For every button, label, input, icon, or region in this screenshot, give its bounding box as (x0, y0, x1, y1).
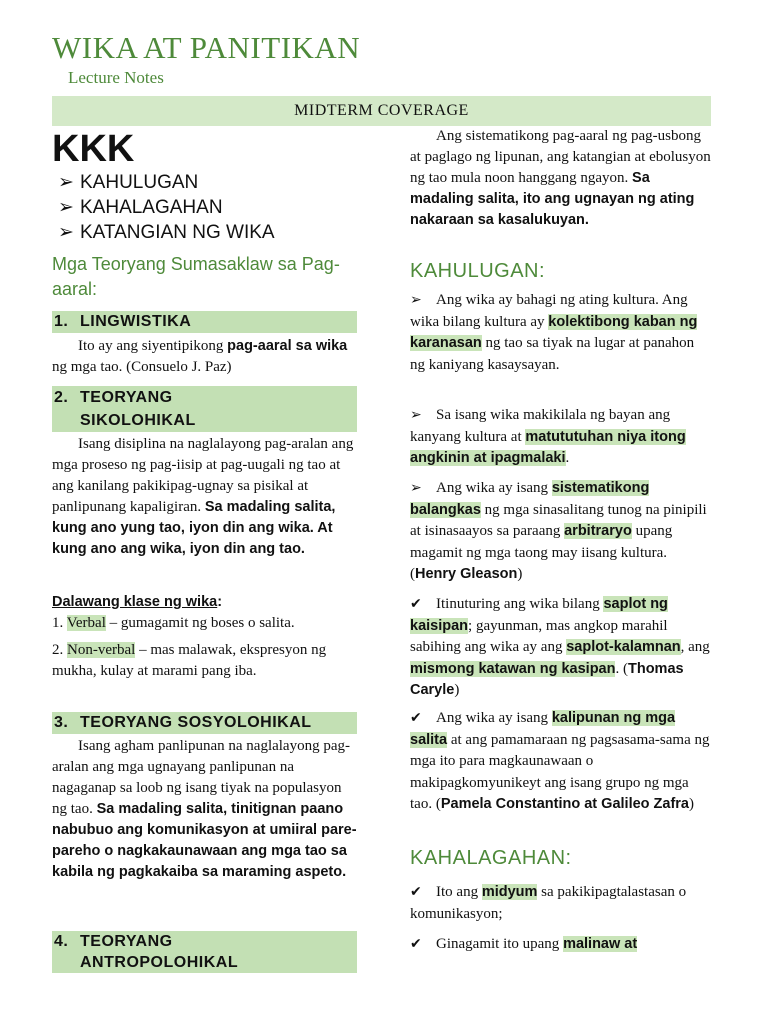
kahalagahan-heading: KAHALAGAHAN: (410, 847, 572, 869)
check-bullet-icon: ✔ (410, 596, 422, 612)
arrow-bullet-icon: ➢ (410, 407, 422, 423)
document-subtitle: Lecture Notes (68, 68, 164, 87)
arrow-bullet-icon: ➢ (58, 222, 74, 243)
kahulugan-item: ✔ Itinuturing ang wika bilang saplot ng kaisipan; gayunman, mas angkop marahil sabihing ang wika ay ang saplot-kalamnan, ang mismong katawan ng kasipan. (Thomas Caryle) (410, 596, 710, 698)
section-sosyolohikal: 3. TEORYANG SOSYOLOHIKAL (52, 712, 357, 734)
coverage-banner: MIDTERM COVERAGE (52, 96, 711, 126)
kkk-item: ➢ KAHALAGAHAN (58, 197, 223, 218)
antropolohikal-text: Ang sistematikong pag-aaral ng pag-usbong at paglago ng lipunan, ang katangian at ebolusyon ng tao mula noon hanggang ngayon. Sa madaling salita, ito ang ugnayan ng ating nakaraan sa kasalukuyan. (410, 128, 711, 228)
klase-heading: Dalawang klase ng wika (52, 594, 218, 610)
kahalagahan-item: ✔ Ito ang midyum sa pakikipagtalastasan o komunikasyon; (410, 884, 687, 922)
sosyolohikal-text: Isang agham panlipunan na naglalayong pag-aralan ang mga ugnayang panlipunan na nagaganap sa loob ng isang tiyak na populasyon ng tao. Sa madaling salita, tinitignan paano nabubuo ang komunikasyon at umiiral pare-pareho o nagkakaunawaan ang mga tao sa kabila ng pagkakaiba sa maraming aspeto. (52, 738, 357, 880)
kahulugan-item: ➢ Ang wika ay bahagi ng ating kultura. Ang wika bilang kultura ay kolektibong kaban ng karanasan ng tao sa tiyak na lugar at panahon ng kaniyang kasaysayan. (410, 292, 698, 373)
klase-item: 1. Verbal – gumagamit ng boses o salita. (52, 615, 295, 631)
lingwistika-text: Ito ay ang siyentipikong pag-aaral sa wika ng mga tao. (Consuelo J. Paz) (52, 338, 348, 375)
arrow-bullet-icon: ➢ (58, 197, 74, 218)
arrow-bullet-icon: ➢ (410, 480, 422, 496)
check-bullet-icon: ✔ (410, 884, 422, 900)
kahulugan-item: ✔ Ang wika ay isang kalipunan ng mga salita at ang pamamaraan ng pagsasama-sama ng mga ito para magkaunawaan o makipagkomyunikeyt ang isang grupo ng mga tao. (Pamela Constantino at Galileo Zafra) (410, 710, 710, 812)
kahulugan-item: ➢ Sa isang wika makikilala ng bayan ang kanyang kultura at matututuhan niya itong angkinin at ipagmalaki. (410, 407, 686, 466)
kahulugan-item: ➢ Ang wika ay isang sistematikong balangkas ng mga sinasalitang tunog na pinipili at isinasaayos sa paraang arbitraryo upang magamit ng mga taong may iisang kultura. (Henry Gleason) (410, 480, 707, 582)
check-bullet-icon: ✔ (410, 710, 422, 726)
section-antropolohikal: 4. TEORYANG ANTROPOLOHIKAL (52, 931, 357, 973)
arrow-bullet-icon: ➢ (410, 292, 422, 308)
check-bullet-icon: ✔ (410, 936, 422, 952)
section-sikolohikal: 2. TEORYANG SIKOLOHIKAL (52, 386, 357, 432)
sikolohikal-text: Isang disiplina na naglalayong pag-aralan ang mga proseso ng pag-iisip at pag-uugali ng tao at ang kanilang pakikipag-ugnay sa pisikal at panlipunang kapaligiran. Sa madaling salita, kung ano yung tao, iyon din ang wika. At kung ano ang wika, iyon din ang tao. (52, 436, 354, 557)
document-title: WIKA AT PANITIKAN (52, 30, 361, 65)
teorya-heading: Mga Teoryang Sumasaklaw sa Pag-aaral: (52, 254, 340, 299)
klase-ng-wika: Dalawang klase ng wika: 1. Verbal – gumagamit ng boses o salita. 2. Non-verbal – mas malawak, ekspresyon ng mukha, kulay at marami pang iba. (52, 592, 358, 682)
kahalagahan-item: ✔ Ginagamit ito upang malinaw at (410, 934, 712, 956)
kkk-item: ➢ KATANGIAN NG WIKA (58, 222, 275, 243)
kahulugan-heading: KAHULUGAN: (410, 260, 546, 282)
arrow-bullet-icon: ➢ (58, 172, 74, 193)
section-lingwistika: 1. LINGWISTIKA (52, 311, 357, 333)
kkk-list (58, 170, 275, 245)
kkk-item: ➢ KAHULUGAN (58, 172, 199, 193)
klase-item: 2. Non-verbal – mas malawak, ekspresyon ng mukha, kulay at marami pang iba. (52, 642, 327, 679)
kkk-heading: KKK (52, 128, 135, 170)
